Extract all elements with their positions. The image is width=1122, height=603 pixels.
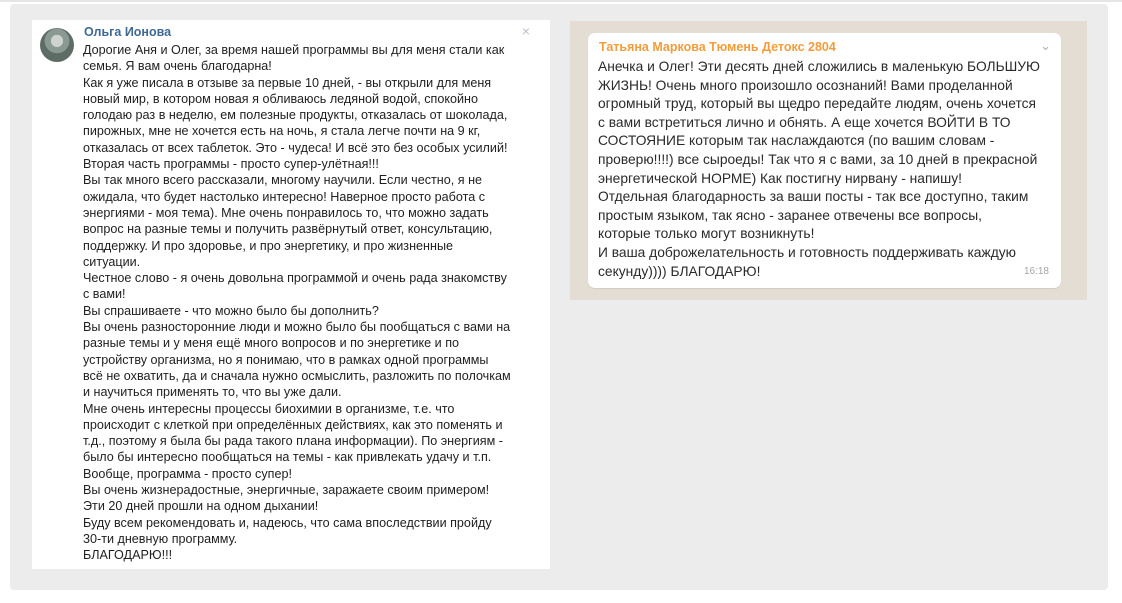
review-line: устройству организма, но я понимаю, что в рамках одной программы bbox=[83, 352, 489, 367]
review-line: и научиться применять то, что вы уже дали. bbox=[83, 385, 342, 400]
review-line: Вторая часть программы - просто супер-улётная!!! bbox=[83, 157, 379, 172]
review-line: разные темы и у меня ещё много вопросов и по энергетике и по bbox=[83, 336, 460, 351]
message-timestamp: 16:18 bbox=[1023, 266, 1049, 277]
review-line: поддержку. И про здоровье, и про энергетику, и про жизненные bbox=[83, 238, 454, 253]
message-line: ЖИЗНЬ! Очень много произошло осознаний! Вами проделанной bbox=[598, 77, 1013, 93]
chevron-down-icon[interactable]: ⌄ bbox=[1040, 38, 1051, 53]
review-line: энергиями - моя тема). Мне очень понравилось то, что можно задать bbox=[83, 205, 489, 220]
review-line: было бы интересно пообщаться на темы - как привлекать удачу и т.п. bbox=[83, 450, 492, 465]
message-line: Анечка и Олег! Эти десять дней сложились в маленькую БОЛЬШУЮ bbox=[598, 59, 1040, 74]
review-line: 30-ти дневную программу. bbox=[83, 531, 238, 546]
review-line: БЛАГОДАРЮ!!! bbox=[83, 548, 173, 563]
message-line: огромный труд, который вы щедро передайте людям, очень хочется bbox=[598, 96, 1036, 112]
review-line: отказалась от всех таблеток. Это - чудеса! И всё это без особых усилий! bbox=[83, 140, 508, 155]
review-line: Вы спрашиваете - что можно было бы дополнить? bbox=[83, 303, 379, 318]
sender-name[interactable]: Татьяна Маркова Тюмень Детокс 2804 bbox=[599, 40, 836, 54]
review-line: т.д., поэтому я была бы рада такого плана информации). По энергиям - bbox=[83, 434, 503, 449]
message-text bbox=[598, 58, 1053, 281]
message-line: СОСТОЯНИЕ которым так наслаждаются (по вашим словам - bbox=[598, 133, 995, 149]
message-line: И ваша доброжелательность и готовность поддерживать каждую bbox=[598, 244, 1016, 260]
review-line: пирожных, мне не хочется есть на ночь, я стала легче почти на 9 кг, bbox=[83, 124, 481, 139]
vk-review-card bbox=[32, 20, 550, 569]
author-avatar[interactable] bbox=[40, 28, 74, 62]
close-icon[interactable]: × bbox=[521, 23, 530, 39]
review-line: Дорогие Аня и Олег, за время нашей программы вы для меня стали как bbox=[83, 43, 505, 57]
message-line: секунду)))) БЛАГОДАРЮ! bbox=[598, 263, 761, 279]
message-line: Отдельная благодарность за ваши посты - так все доступно, таким bbox=[598, 189, 1029, 205]
review-line: с вами! bbox=[83, 287, 126, 302]
top-divider bbox=[0, 0, 1122, 2]
review-line: семья. Я вам очень благодарна! bbox=[83, 59, 272, 74]
review-line: новый мир, в котором новая я обливаюсь ледяной водой, спокойно bbox=[83, 91, 478, 106]
chat-background bbox=[570, 21, 1087, 300]
review-line: Вообще, программа - просто супер! bbox=[83, 466, 292, 481]
review-line: голодаю раз в неделю, ем полезные продукты, отказалась от шоколада, bbox=[83, 108, 508, 123]
review-line: Вы так много всего рассказали, многому научили. Если честно, я не bbox=[83, 173, 483, 188]
review-line: ситуации. bbox=[83, 254, 141, 269]
review-line: ожидала, что будет настолько интересно! Наверное просто работа с bbox=[83, 189, 486, 204]
review-line: вопрос на разные темы и получить развёрнутый ответ, консультацию, bbox=[83, 222, 493, 237]
review-line: Вы очень жизнерадостные, энергичные, заражаете своим примером! bbox=[83, 483, 490, 498]
message-bubble[interactable] bbox=[588, 33, 1061, 288]
review-line: Эти 20 дней прошли на одном дыхании! bbox=[83, 499, 319, 514]
message-line: которые только могут возникнуть! bbox=[598, 226, 815, 242]
review-text bbox=[83, 42, 541, 564]
review-line: Буду всем рекомендовать и, надеюсь, что сама впоследствии пройду bbox=[83, 515, 492, 530]
message-line: с вами встретиться лично и обнять. А еще хочется ВОЙТИ В ТО bbox=[598, 114, 1011, 130]
review-line: Честное слово - я очень довольна программой и очень рада знакомству bbox=[83, 271, 507, 286]
message-line: простым языком, так ясно - заранее отвечены все вопросы, bbox=[598, 207, 982, 223]
review-line: происходит с клеткой при определённых действиях, как это поменять и bbox=[83, 417, 503, 432]
author-name[interactable]: Ольга Ионова bbox=[84, 25, 172, 39]
review-line: Мне очень интересны процессы биохимии в организме, т.е. что bbox=[83, 401, 455, 416]
message-line: энергетической НОРМЕ) Как постигну нирвану - напишу! bbox=[598, 170, 962, 186]
review-line: Вы очень разносторонние люди и можно было бы пообщаться с вами на bbox=[83, 320, 511, 335]
review-line: Как я уже писала в отзыве за первые 10 дней, - вы открыли для меня bbox=[83, 75, 492, 90]
message-line: проверю!!!!) все сыроеды! Так что я с вами, за 10 дней в прекрасной bbox=[598, 151, 1038, 167]
review-line: всё не охватить, да и сначала нужно осмыслить, разложить по полочкам bbox=[83, 368, 511, 383]
